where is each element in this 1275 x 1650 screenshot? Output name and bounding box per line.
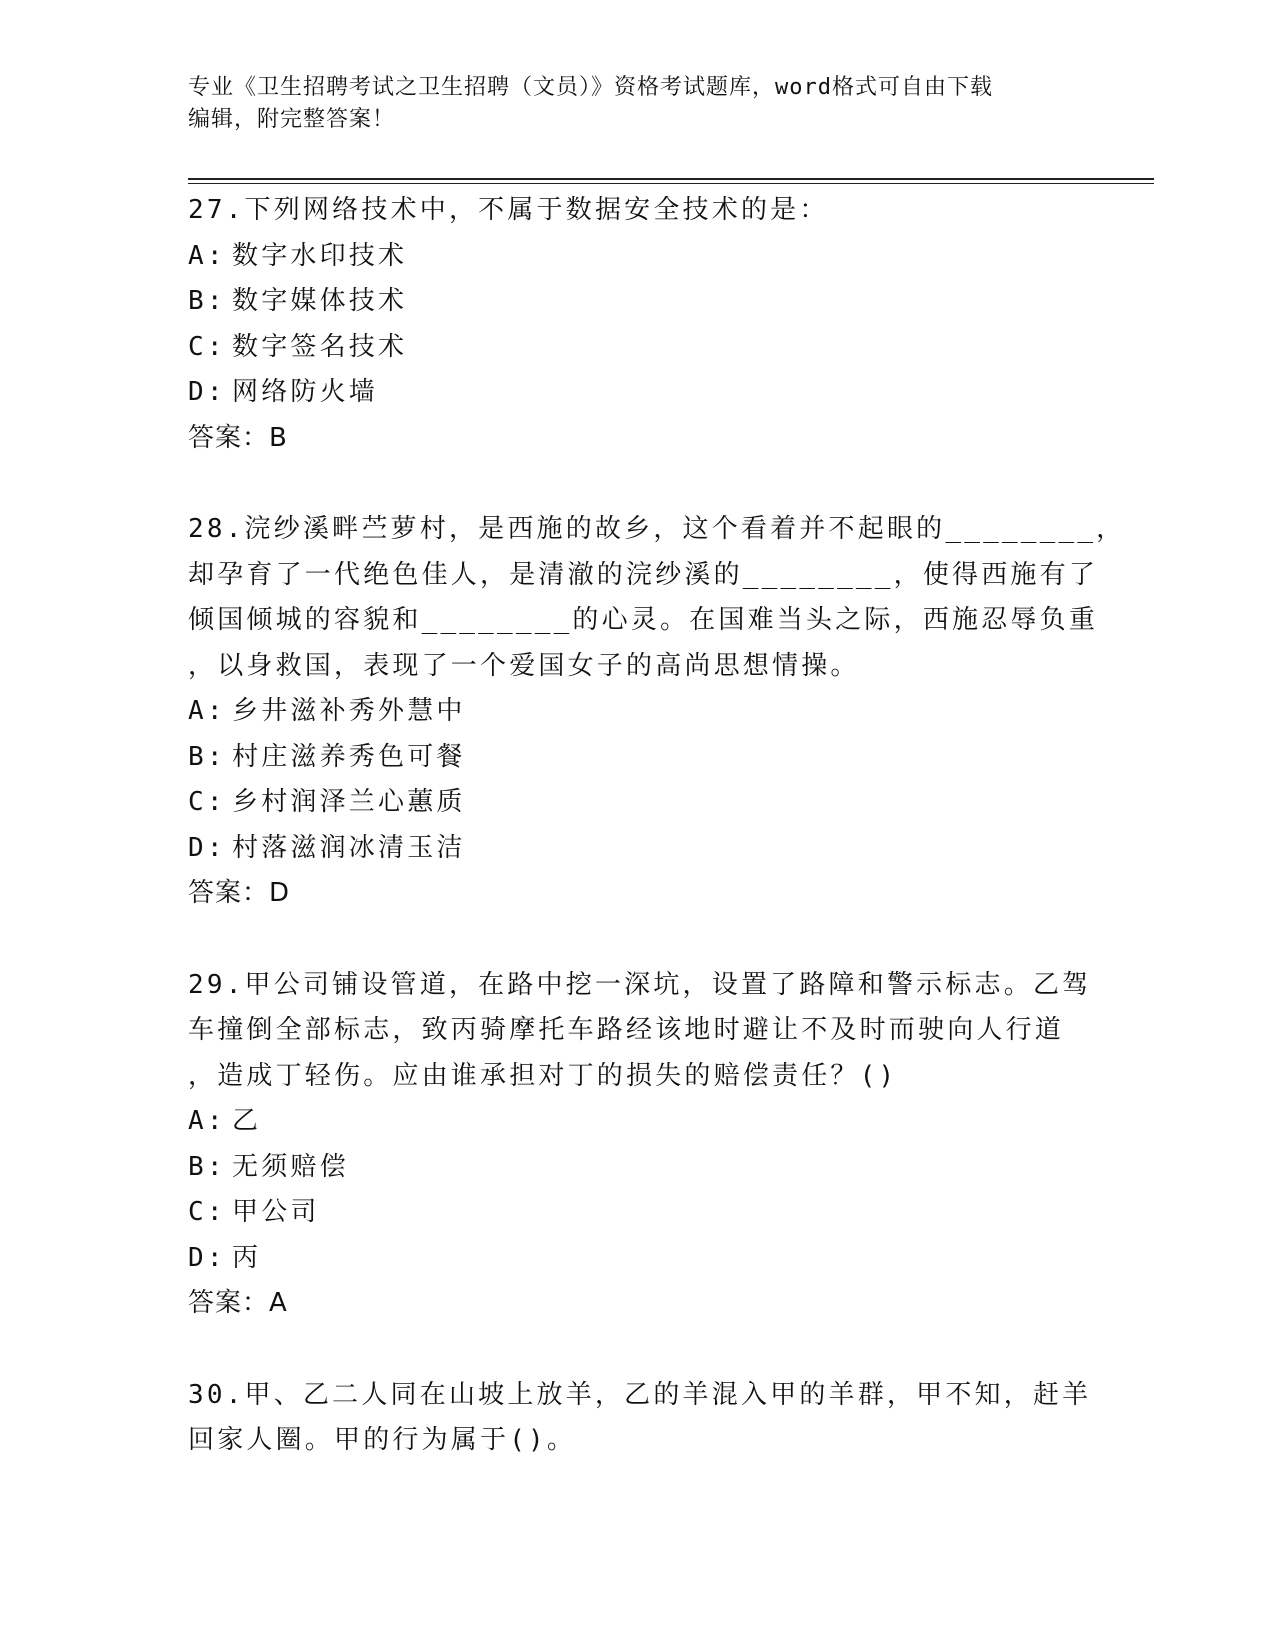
question-text-line: 回家人圈。甲的行为属于()。	[188, 1425, 577, 1455]
header-line-1: 专业《卫生招聘考试之卫生招聘（文员）》资格考试题库，word格式可自由下载	[188, 75, 993, 100]
option-text: 数字水印技术	[232, 240, 408, 271]
option-text: 乙	[232, 1106, 262, 1136]
question-30	[188, 1373, 1092, 1464]
option-text: 乡村润泽兰心蕙质	[232, 787, 466, 817]
option-letter: C:	[188, 1197, 226, 1227]
option-letter: C:	[188, 331, 226, 362]
option-text: 村庄滋养秀色可餐	[232, 741, 466, 772]
option-a	[188, 234, 1088, 280]
header-divider-thin	[188, 183, 1154, 184]
option-letter: B:	[188, 741, 226, 772]
question-text-line: 28.浣纱溪畔苎萝村，是西施的故乡，这个看着并不起眼的________，	[188, 514, 1126, 544]
option-text: 村落滋润冰清玉洁	[232, 832, 466, 863]
option-letter: A:	[188, 696, 226, 726]
question-text-line: 车撞倒全部标志，致丙骑摩托车路经该地时避让不及时而驶向人行道	[188, 1015, 1065, 1045]
question-27	[188, 188, 1088, 461]
option-text: 网络防火墙	[232, 377, 379, 407]
question-text-line: 30.甲、乙二人同在山坡上放羊，乙的羊混入甲的羊群，甲不知，赶羊	[188, 1379, 1092, 1410]
option-text: 数字媒体技术	[232, 286, 408, 316]
document-header	[188, 72, 1088, 136]
question-text-line: ，造成丁轻伤。应由谁承担对丁的损失的赔偿责任？()	[188, 1060, 898, 1091]
answer-line: 答案：D	[188, 878, 291, 908]
option-letter: B:	[188, 1151, 226, 1182]
question-list	[188, 188, 1126, 1510]
option-d	[188, 1236, 1088, 1282]
option-letter: D:	[188, 377, 226, 407]
option-text: 甲公司	[232, 1197, 320, 1227]
header-divider-thick	[188, 178, 1154, 180]
option-letter: A:	[188, 240, 226, 271]
option-b	[188, 1145, 1088, 1191]
answer-line: 答案：B	[188, 422, 288, 453]
option-b	[188, 735, 1088, 781]
question-text-line: ，以身救国，表现了一个爱国女子的高尚思想情操。	[188, 650, 860, 681]
option-d	[188, 826, 1088, 872]
question-text-line: 却孕育了一代绝色佳人，是清澈的浣纱溪的________，使得西施有了	[188, 559, 1099, 590]
question-text-line: 27.下列网络技术中，不属于数据安全技术的是：	[188, 195, 829, 225]
option-letter: D:	[188, 1242, 226, 1273]
option-c	[188, 780, 1088, 826]
question-text-line: 29.甲公司铺设管道，在路中挖一深坑，设置了路障和警示标志。乙驾	[188, 969, 1092, 1000]
question-28	[188, 507, 1126, 917]
option-c	[188, 325, 1088, 371]
option-d	[188, 370, 1088, 416]
option-letter: B:	[188, 286, 226, 316]
option-letter: D:	[188, 832, 226, 863]
option-c	[188, 1190, 1088, 1236]
option-letter: C:	[188, 787, 226, 817]
question-text-line: 倾国倾城的容貌和________的心灵。在国难当头之际，西施忍辱负重	[188, 605, 1099, 635]
option-text: 乡井滋补秀外慧中	[232, 696, 466, 726]
option-b	[188, 279, 1088, 325]
option-text: 无须赔偿	[232, 1151, 349, 1182]
answer-line: 答案：A	[188, 1288, 288, 1318]
header-line-2: 编辑，附完整答案！	[188, 107, 396, 132]
option-text: 丙	[232, 1242, 262, 1273]
option-a	[188, 689, 1088, 735]
question-29	[188, 963, 1092, 1327]
option-letter: A:	[188, 1106, 226, 1136]
option-text: 数字签名技术	[232, 331, 408, 362]
option-a	[188, 1099, 1088, 1145]
